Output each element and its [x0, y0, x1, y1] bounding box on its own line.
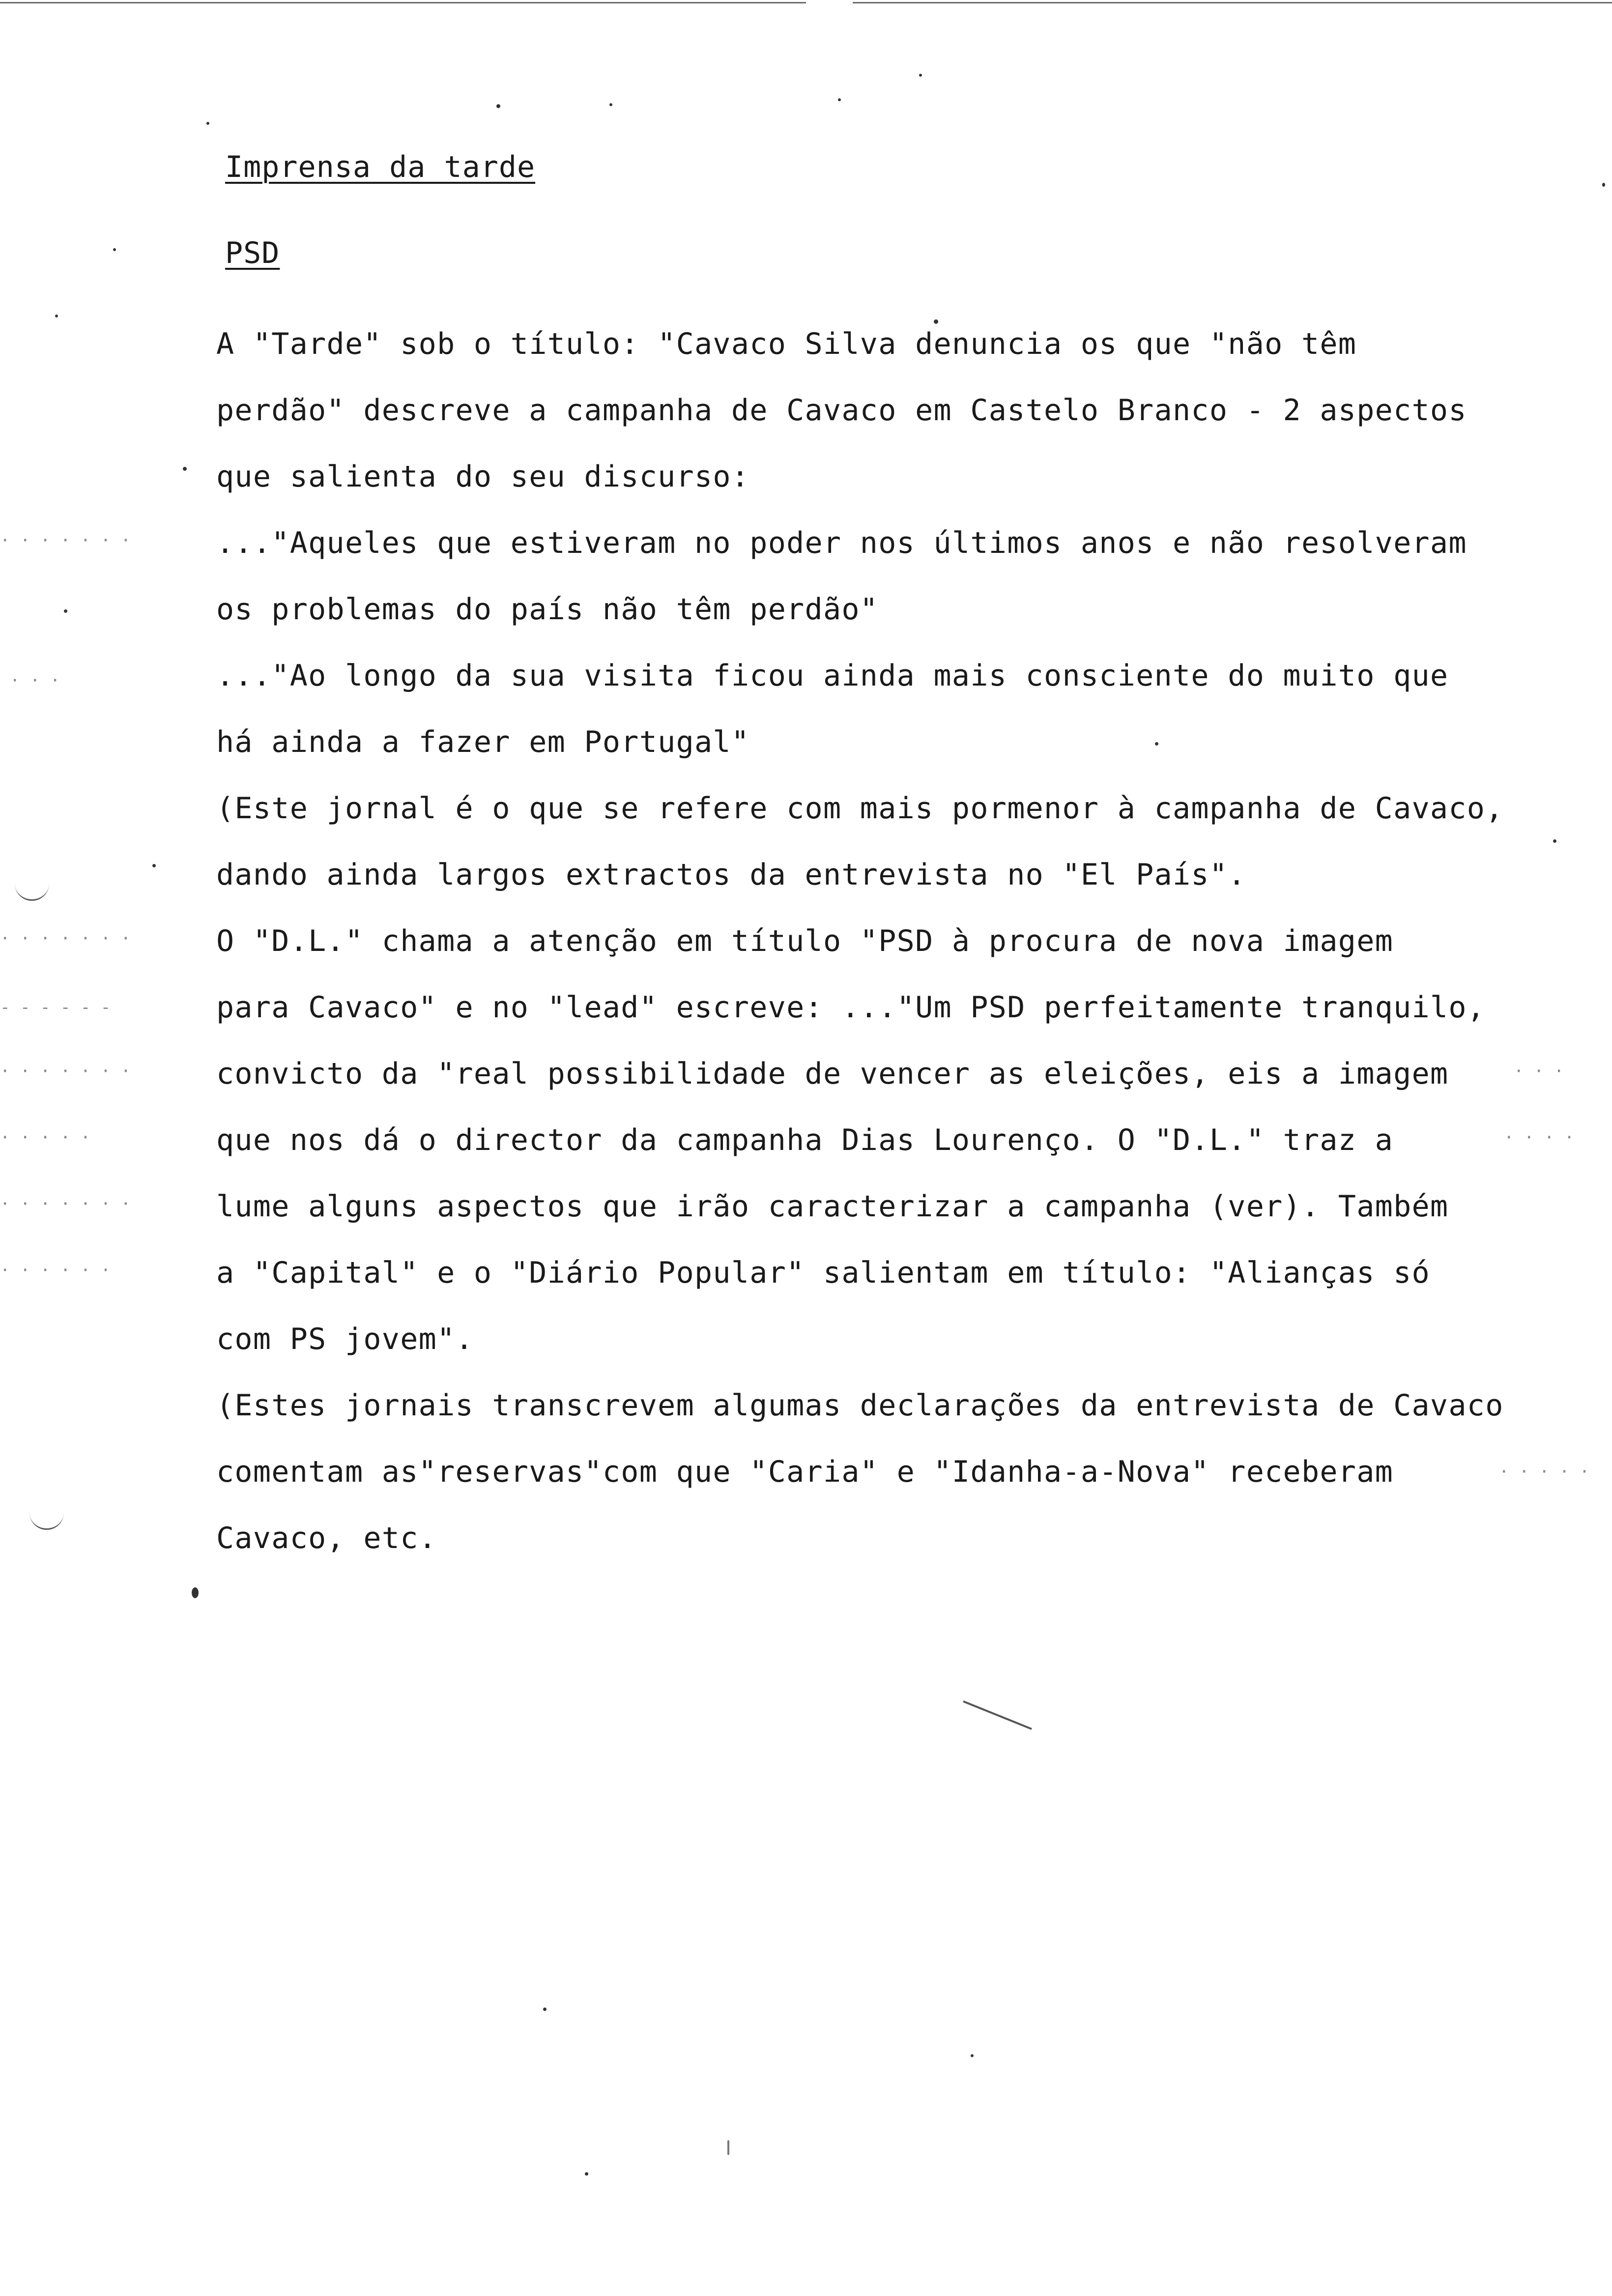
margin-show-through: · · · · · ·: [0, 1261, 111, 1280]
scan-speck: [838, 98, 841, 101]
scan-speck: [192, 1587, 199, 1598]
margin-show-through: · · · · ·: [0, 1128, 91, 1148]
body-line: convicto da "real possibilidade de vencer as eleições, eis a imagem: [216, 1057, 1449, 1091]
body-line: ..."Ao longo da sua visita ficou ainda mais consciente do muito que: [216, 659, 1449, 693]
margin-show-through: · · ·: [1514, 1062, 1564, 1081]
margin-show-through: · · · · ·: [1499, 1462, 1590, 1482]
body-line: que salienta do seu discurso:: [216, 459, 750, 494]
body-line: (Este jornal é o que se refere com mais pormenor à campanha de Cavaco,: [216, 791, 1504, 826]
body-line: comentam as"reservas"com que "Caria" e "Idanha-a-Nova" receberam: [216, 1455, 1394, 1489]
scan-speck: [113, 248, 116, 251]
heading-imprensa-da-tarde: Imprensa da tarde: [225, 150, 536, 184]
scan-speck: [585, 2172, 588, 2176]
scan-speck: [1553, 839, 1556, 843]
scan-mark-arc: [15, 880, 49, 901]
scan-mark-arc: [29, 1509, 64, 1530]
scan-speck: [934, 319, 938, 324]
top-rule-left: [0, 2, 806, 3]
scan-speck: [206, 122, 209, 125]
body-line: com PS jovem".: [216, 1322, 474, 1356]
scan-mark-stroke: [963, 1700, 1032, 1730]
body-line: perdão" descreve a campanha de Cavaco em Castelo Branco - 2 aspectos: [216, 393, 1467, 428]
scan-speck: [152, 864, 156, 867]
margin-show-through: · · · · · · ·: [0, 929, 131, 948]
body-line: Cavaco, etc.: [216, 1521, 437, 1555]
scan-speck: [55, 315, 58, 317]
margin-show-through: · · · · · · ·: [0, 1062, 131, 1081]
scan-speck: [1602, 183, 1605, 187]
scan-speck: [183, 467, 187, 471]
scan-speck: [1155, 742, 1158, 746]
body-line: para Cavaco" e no "lead" escreve: ..."Um PSD perfeitamente tranquilo,: [216, 990, 1486, 1025]
heading-psd: PSD: [225, 236, 280, 270]
scan-speck: [971, 2054, 974, 2057]
margin-show-through: - - - - - -: [0, 998, 111, 1017]
body-line: dando ainda largos extractos da entrevista no "El País".: [216, 858, 1246, 892]
margin-show-through: · · · ·: [1504, 1128, 1575, 1148]
top-rule-right: [853, 2, 1612, 3]
margin-show-through: · · ·: [10, 671, 60, 690]
scan-speck: [543, 2008, 547, 2011]
scan-speck: [919, 74, 922, 77]
scan-speck: [727, 2140, 729, 2155]
body-line: há ainda a fazer em Portugal": [216, 725, 750, 759]
margin-show-through: · · · · · · ·: [0, 1194, 131, 1214]
body-line: A "Tarde" sob o título: "Cavaco Silva denuncia os que "não têm: [216, 327, 1357, 361]
body-line: ..."Aqueles que estiveram no poder nos últimos anos e não resolveram: [216, 526, 1467, 560]
scan-speck: [496, 104, 500, 108]
body-line: os problemas do país não têm perdão": [216, 592, 879, 627]
body-line: lume alguns aspectos que irão caracterizar a campanha (ver). Também: [216, 1189, 1449, 1224]
scan-speck: [609, 103, 612, 106]
body-line: a "Capital" e o "Diário Popular" salientam em título: "Alianças só: [216, 1256, 1430, 1290]
margin-show-through: · · · · · · ·: [0, 531, 131, 550]
scan-speck: [64, 609, 67, 613]
body-line: O "D.L." chama a atenção em título "PSD à procura de nova imagem: [216, 924, 1394, 958]
body-line: (Estes jornais transcrevem algumas declarações da entrevista de Cavaco: [216, 1388, 1504, 1423]
body-line: que nos dá o director da campanha Dias Lourenço. O "D.L." traz a: [216, 1123, 1394, 1157]
